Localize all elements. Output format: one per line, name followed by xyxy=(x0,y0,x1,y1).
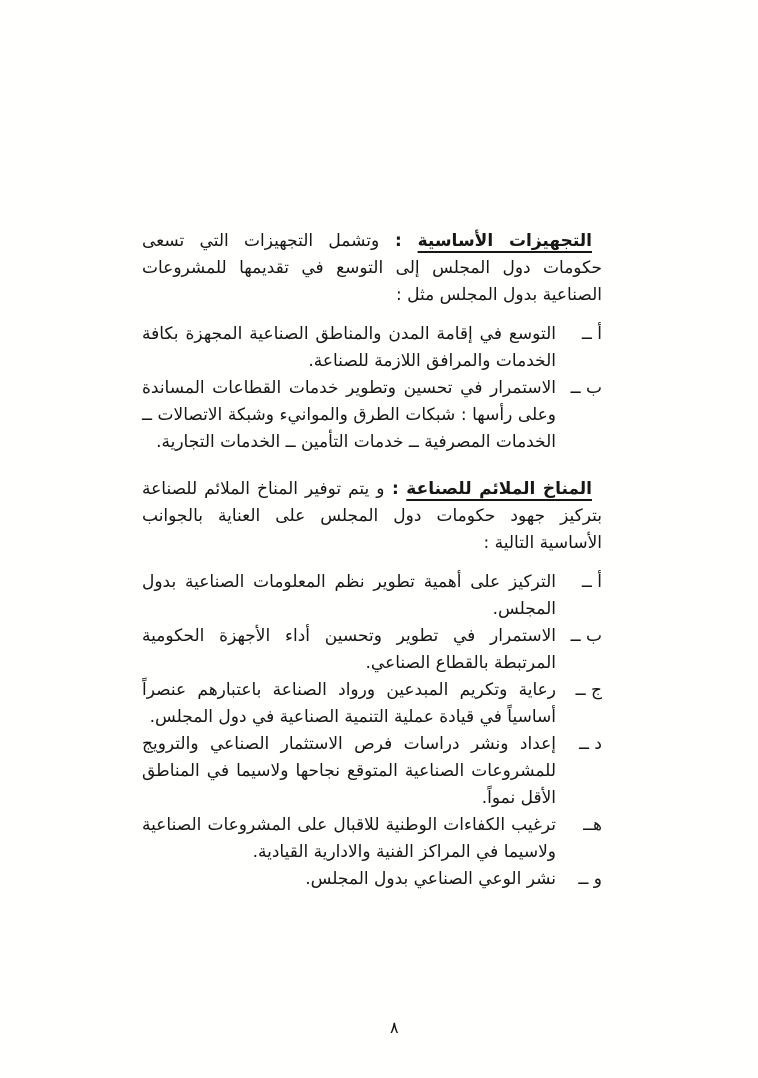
list-item-text: نشر الوعي الصناعي بدول المجلس. xyxy=(305,869,556,889)
section-2-heading-separator: : xyxy=(384,479,407,499)
list-item-marker: د ــ xyxy=(579,734,602,754)
page-content xyxy=(142,228,602,893)
section-1-intro-text: وتشمل التجهيزات التي تسعى حكومات دول المجلس إلى التوسع في تقديمها للمشروعات الصناعية بدول المجلس مثل : xyxy=(142,231,602,305)
list-item-marker: أ ــ xyxy=(581,324,602,344)
list-item xyxy=(142,812,602,866)
section-basic-infrastructure xyxy=(142,228,602,456)
list-item xyxy=(142,677,602,731)
list-item-marker: ج ــ xyxy=(575,680,602,700)
section-2-list xyxy=(142,569,602,893)
list-item xyxy=(142,731,602,812)
list-item-text: الاستمرار في تحسين وتطوير خدمات القطاعات المساندة وعلى رأسها : شبكات الطرق والموانيء وشبكة الاتصالات ــ الخدمات المصرفية ــ خدمات التأمين ــ الخدمات التجارية. xyxy=(142,378,556,452)
list-item-marker: ب ــ xyxy=(570,378,602,398)
list-item-marker: ب ــ xyxy=(570,626,602,646)
list-item-text: التركيز على أهمية تطوير نظم المعلومات الصناعية بدول المجلس. xyxy=(142,572,556,619)
section-2-intro-text: و يتم توفير المناخ الملائم للصناعة بتركيز جهود حكومات دول المجلس على العناية بالجوانب الأساسية التالية : xyxy=(142,479,602,553)
section-1-heading-separator: : xyxy=(379,231,418,251)
list-item-marker: هــ xyxy=(583,815,602,835)
list-item-text: التوسع في إقامة المدن والمناطق الصناعية المجهزة بكافة الخدمات والمرافق اللازمة للصناعة. xyxy=(142,324,556,371)
list-item-text: إعداد ونشر دراسات فرص الاستثمار الصناعي والترويج للمشروعات الصناعية المتوقع نجاحها ولاسيما في المناطق الأقل نمواً. xyxy=(142,734,556,808)
list-item-text: رعاية وتكريم المبدعين ورواد الصناعة باعتبارهم عنصراً أساسياً في قيادة عملية التنمية الصناعية في دول المجلس. xyxy=(142,680,556,727)
section-1-intro-paragraph xyxy=(142,228,602,309)
section-2-heading: المناخ الملائم للصناعة xyxy=(406,479,592,499)
section-1-heading: التجهيزات الأساسية xyxy=(417,231,592,251)
section-industrial-climate xyxy=(142,476,602,893)
list-item xyxy=(142,623,602,677)
section-2-intro-paragraph xyxy=(142,476,602,557)
section-1-list xyxy=(142,321,602,456)
list-item xyxy=(142,321,602,375)
list-item-text: ترغيب الكفاءات الوطنية للاقبال على المشروعات الصناعية ولاسيما في المراكز الفنية والادارية القيادية. xyxy=(142,815,556,862)
list-item-marker: و ــ xyxy=(578,869,602,889)
list-item-text: الاستمرار في تطوير وتحسين أداء الأجهزة الحكومية المرتبطة بالقطاع الصناعي. xyxy=(142,626,556,673)
list-item-marker: أ ــ xyxy=(581,572,602,592)
list-item xyxy=(142,569,602,623)
page-number: ٨ xyxy=(390,1018,399,1037)
list-item xyxy=(142,375,602,456)
list-item xyxy=(142,866,602,893)
